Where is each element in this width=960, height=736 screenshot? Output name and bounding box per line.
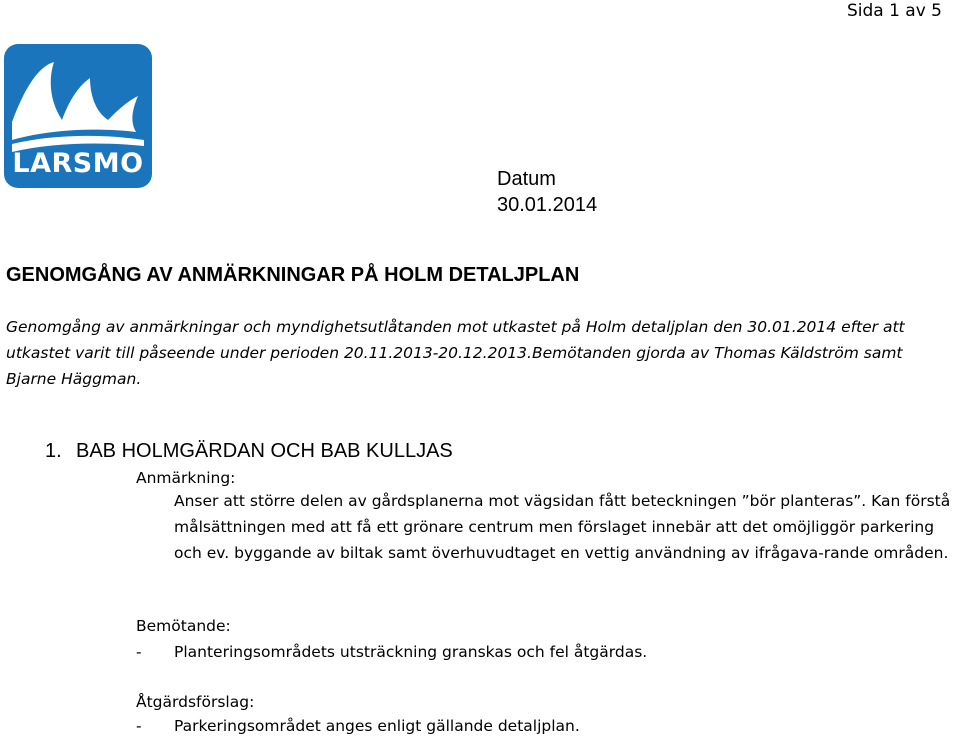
action-label: Åtgärdsförslag: bbox=[136, 693, 255, 711]
list-dash: - bbox=[136, 717, 142, 735]
date-block bbox=[497, 166, 597, 218]
action-item-text: Parkeringsområdet anges enligt gällande detaljplan. bbox=[174, 717, 580, 735]
date-value: 30.01.2014 bbox=[497, 194, 598, 216]
larsmo-logo-text: LARSMO bbox=[12, 148, 144, 179]
section-title: BAB HOLMGÄRDAN OCH BAB KULLJAS bbox=[76, 440, 453, 462]
larsmo-logo bbox=[4, 44, 152, 188]
remark-text: Anser att större delen av gårdsplanerna mot vägsidan fått beteckningen ”bör planteras”. Kan förstå målsättningen med att få ett grönare centrum men förslaget innebär att det omöjliggör parkering och ev. byggande av biltak samt överhuvudtaget en vettig användning av ifrågava-rande områden. bbox=[174, 492, 951, 562]
section-heading bbox=[45, 438, 453, 464]
response-list-item bbox=[136, 639, 647, 665]
section-number: 1. bbox=[45, 440, 62, 462]
remark-label: Anmärkning: bbox=[136, 469, 236, 487]
list-dash: - bbox=[136, 643, 142, 661]
response-item-text: Planteringsområdets utsträckning granskas och fel åtgärdas. bbox=[174, 643, 648, 661]
intro-paragraph: Genomgång av anmärkningar och myndighetsutlåtanden mot utkastet på Holm detaljplan den 30.01.2014 efter att utkastet varit till påseende under perioden 20.11.2013-20.12.2013.Bemötanden gjorda av Thomas Käldström samt Bjarne Häggman. bbox=[6, 318, 905, 388]
response-label: Bemötande: bbox=[136, 617, 231, 635]
date-label: Datum bbox=[497, 168, 556, 190]
page-number: Sida 1 av 5 bbox=[846, 1, 942, 21]
document-title: GENOMGÅNG AV ANMÄRKNINGAR PÅ HOLM DETALJPLAN bbox=[6, 264, 580, 286]
action-list-item bbox=[136, 713, 580, 736]
